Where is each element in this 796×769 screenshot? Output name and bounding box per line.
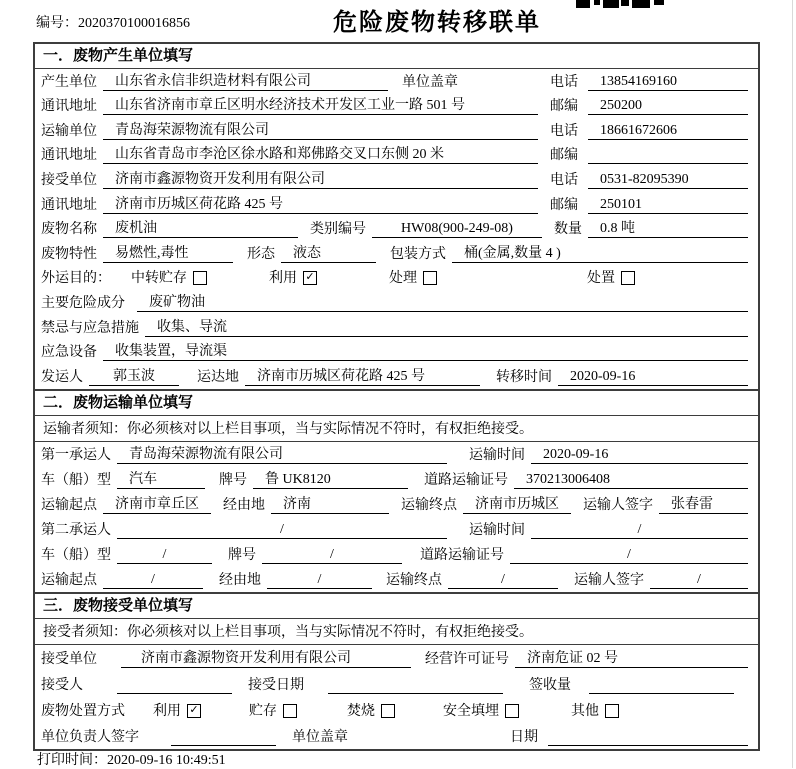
manifest-table [33, 42, 760, 751]
origin1-value: 济南市章丘区 [103, 493, 211, 514]
packing-label: 包装方式 [390, 246, 446, 262]
transporter-label: 运输单位 [41, 123, 97, 139]
qr-code-fragment [576, 0, 664, 8]
transport-time2-value: / [531, 522, 748, 539]
section-producer-heading: 一．废物产生单位填写 [35, 44, 758, 69]
date-value [548, 729, 748, 746]
carrier-sign2-value: / [650, 572, 748, 589]
first-carrier-row [35, 442, 758, 467]
disposal-incinerate-label: 焚烧 [347, 703, 375, 719]
phone1-label: 电话 [550, 74, 578, 90]
form-label: 形态 [247, 246, 275, 262]
address2-label: 通讯地址 [41, 148, 97, 164]
received-qty-label: 签收量 [529, 677, 571, 693]
via2-label: 经由地 [219, 572, 261, 588]
responsible-sign-label: 单位负责人签字 [41, 729, 139, 745]
quantity-value: 0.8 吨 [588, 217, 748, 238]
disposal-other-checkbox [605, 704, 619, 718]
road-permit1-label: 道路运输证号 [424, 472, 508, 488]
print-time-label: 打印时间： [37, 753, 107, 768]
transporter-address-row [35, 143, 758, 168]
page-title: 危险废物转移联单 [333, 10, 541, 36]
category-label: 类别编号 [310, 222, 366, 238]
receiver-address-row [35, 192, 758, 217]
section-transport-heading: 二．废物运输单位填写 [35, 391, 758, 416]
transport-time1-value: 2020-09-16 [531, 447, 748, 464]
serial-number [36, 12, 190, 32]
carrier-sign1-label: 运输人签字 [583, 497, 653, 513]
phone3-label: 电话 [550, 172, 578, 188]
disposal-other-label: 其他 [571, 703, 599, 719]
waste-name-label: 废物名称 [41, 222, 97, 238]
address3-value: 济南市历城区荷花路 425 号 [103, 193, 538, 214]
accept-date-value [328, 677, 503, 694]
character-value: 易燃性,毒性 [103, 242, 233, 263]
vehicle-type2-value: / [117, 547, 212, 564]
transport-notice: 运输者须知：你必须核对以上栏目事项，当与实际情况不符时，有权拒绝接受。 [35, 416, 758, 442]
received-qty-value [589, 677, 734, 694]
terminus2-value: / [448, 572, 558, 589]
second-carrier-row [35, 517, 758, 542]
vehicle-type1-value: 汽车 [117, 468, 205, 489]
purpose-label: 外运目的： [41, 271, 111, 287]
acceptor-row [35, 671, 758, 697]
purpose-transfer-label: 中转贮存 [131, 271, 187, 287]
road-permit2-value: / [510, 547, 748, 564]
via1-value: 济南 [271, 493, 389, 514]
zip3-value: 250101 [588, 197, 748, 214]
section-receiver [35, 594, 758, 749]
license-label: 经营许可证号 [425, 651, 509, 667]
purpose-dispose-checkbox [621, 271, 635, 285]
first-carrier-label: 第一承运人 [41, 447, 111, 463]
plate2-label: 牌号 [228, 547, 256, 563]
print-time-value: 2020-09-16 10:49:51 [107, 753, 226, 768]
origin2-value: / [103, 572, 203, 589]
unit-seal-label: 单位盖章 [402, 74, 458, 90]
address2-value: 山东省青岛市李沧区徐水路和郑佛路交叉口东侧 20 米 [103, 143, 538, 164]
unit-seal2-label: 单位盖章 [292, 729, 348, 745]
disposal-landfill-checkbox [505, 704, 519, 718]
road-permit2-label: 道路运输证号 [420, 547, 504, 563]
disposal-store-label: 贮存 [249, 703, 277, 719]
producer-row [35, 69, 758, 94]
disposal-incinerate-checkbox [381, 704, 395, 718]
character-label: 废物特性 [41, 246, 97, 262]
hazard-label: 主要危险成分 [41, 295, 125, 311]
date-label: 日期 [510, 729, 538, 745]
phone3-value: 0531-82095390 [588, 172, 748, 189]
transporter-row [35, 118, 758, 143]
zip2-label: 邮编 [550, 148, 578, 164]
section-producer [35, 44, 758, 391]
address1-label: 通讯地址 [41, 99, 97, 115]
taboo-label: 禁忌与应急措施 [41, 320, 139, 336]
print-time [37, 749, 226, 769]
serial-value: 2020370100016856 [78, 16, 190, 31]
consignor-value: 郭玉波 [89, 365, 179, 386]
second-carrier-value: / [117, 522, 447, 539]
section-receiver-heading: 三．废物接受单位填写 [35, 594, 758, 619]
disposal-use-checkbox: ✓ [187, 704, 201, 718]
route1-row [35, 492, 758, 517]
form-value: 液态 [281, 242, 376, 263]
zip1-label: 邮编 [550, 99, 578, 115]
disposal-landfill-label: 安全填埋 [443, 703, 499, 719]
outbound-purpose-row [35, 266, 758, 291]
origin1-label: 运输起点 [41, 497, 97, 513]
terminus1-value: 济南市历城区 [463, 493, 571, 514]
purpose-transfer-checkbox [193, 271, 207, 285]
disposal-method-label: 废物处置方式 [41, 703, 125, 719]
transfer-time-value: 2020-09-16 [558, 369, 748, 386]
terminus2-label: 运输终点 [386, 572, 442, 588]
producer-value: 山东省永信非织造材料有限公司 [103, 70, 388, 91]
receiver-row [35, 167, 758, 192]
vehicle-type2-label: 车（船）型 [41, 547, 111, 563]
accepting-unit-row [35, 645, 758, 671]
page-edge-divider [792, 0, 793, 768]
acceptor-label: 接受人 [41, 677, 83, 693]
phone2-value: 18661672606 [588, 123, 748, 140]
consignor-label: 发运人 [41, 369, 83, 385]
zip3-label: 邮编 [550, 197, 578, 213]
quantity-label: 数量 [554, 222, 582, 238]
destination-label: 运达地 [197, 369, 239, 385]
category-value: HW08(900-249-08) [372, 221, 542, 238]
destination-value: 济南市历城区荷花路 425 号 [245, 365, 480, 386]
responsible-sign-row [35, 723, 758, 749]
vehicle1-row [35, 467, 758, 492]
accept-date-label: 接受日期 [248, 677, 304, 693]
via1-label: 经由地 [223, 497, 265, 513]
vehicle-type1-label: 车（船）型 [41, 472, 111, 488]
consignor-row [35, 364, 758, 389]
phone2-label: 电话 [550, 123, 578, 139]
address1-value: 山东省济南市章丘区明水经济技术开发区工业一路 501 号 [103, 94, 538, 115]
route2-row [35, 567, 758, 592]
road-permit1-value: 370213006408 [514, 472, 748, 489]
origin2-label: 运输起点 [41, 572, 97, 588]
hazard-component-row [35, 290, 758, 315]
waste-character-row [35, 241, 758, 266]
second-carrier-label: 第二承运人 [41, 522, 111, 538]
receiver-notice: 接受者须知：你必须核对以上栏目事项，当与实际情况不符时，有权拒绝接受。 [35, 619, 758, 645]
zip2-value [588, 147, 748, 164]
responsible-sign-value [171, 729, 276, 746]
transport-time2-label: 运输时间 [469, 522, 525, 538]
producer-label: 产生单位 [41, 74, 97, 90]
section-transport [35, 391, 758, 594]
via2-value: / [267, 572, 372, 589]
plate1-value: 鲁 UK8120 [253, 468, 408, 489]
taboo-value: 收集、导流 [145, 316, 748, 337]
address3-label: 通讯地址 [41, 197, 97, 213]
disposal-method-row [35, 697, 758, 723]
serial-label: 编号： [36, 16, 78, 31]
emergency-equipment-row [35, 340, 758, 365]
disposal-use-label: 利用 [153, 703, 181, 719]
license-value: 济南危证 02 号 [515, 647, 748, 668]
transport-time1-label: 运输时间 [469, 447, 525, 463]
equipment-label: 应急设备 [41, 345, 97, 361]
terminus1-label: 运输终点 [401, 497, 457, 513]
plate1-label: 牌号 [219, 472, 247, 488]
purpose-treat-label: 处理 [389, 271, 417, 287]
waste-name-row [35, 217, 758, 242]
receiver-label: 接受单位 [41, 172, 97, 188]
producer-address-row [35, 94, 758, 119]
acceptor-value [117, 677, 232, 694]
carrier-sign2-label: 运输人签字 [574, 572, 644, 588]
taboo-row [35, 315, 758, 340]
disposal-store-checkbox [283, 704, 297, 718]
transfer-time-label: 转移时间 [496, 369, 552, 385]
purpose-treat-checkbox [423, 271, 437, 285]
accepting-unit-value: 济南市鑫源物资开发利用有限公司 [121, 647, 411, 668]
purpose-use-checkbox: ✓ [303, 271, 317, 285]
purpose-use-label: 利用 [269, 271, 297, 287]
plate2-value: / [262, 547, 402, 564]
transporter-value: 青岛海荣源物流有限公司 [103, 119, 538, 140]
carrier-sign1-value: 张春雷 [659, 493, 748, 514]
vehicle2-row [35, 542, 758, 567]
waste-name-value: 废机油 [103, 217, 298, 238]
first-carrier-value: 青岛海荣源物流有限公司 [117, 443, 447, 464]
purpose-dispose-label: 处置 [587, 271, 615, 287]
zip1-value: 250200 [588, 98, 748, 115]
receiver-value: 济南市鑫源物资开发利用有限公司 [103, 168, 538, 189]
hazard-value: 废矿物油 [137, 291, 748, 312]
packing-value: 桶(金属,数量 4 ) [452, 242, 748, 263]
phone1-value: 13854169160 [588, 74, 748, 91]
equipment-value: 收集装置，导流渠 [103, 340, 748, 361]
accepting-unit-label: 接受单位 [41, 651, 97, 667]
